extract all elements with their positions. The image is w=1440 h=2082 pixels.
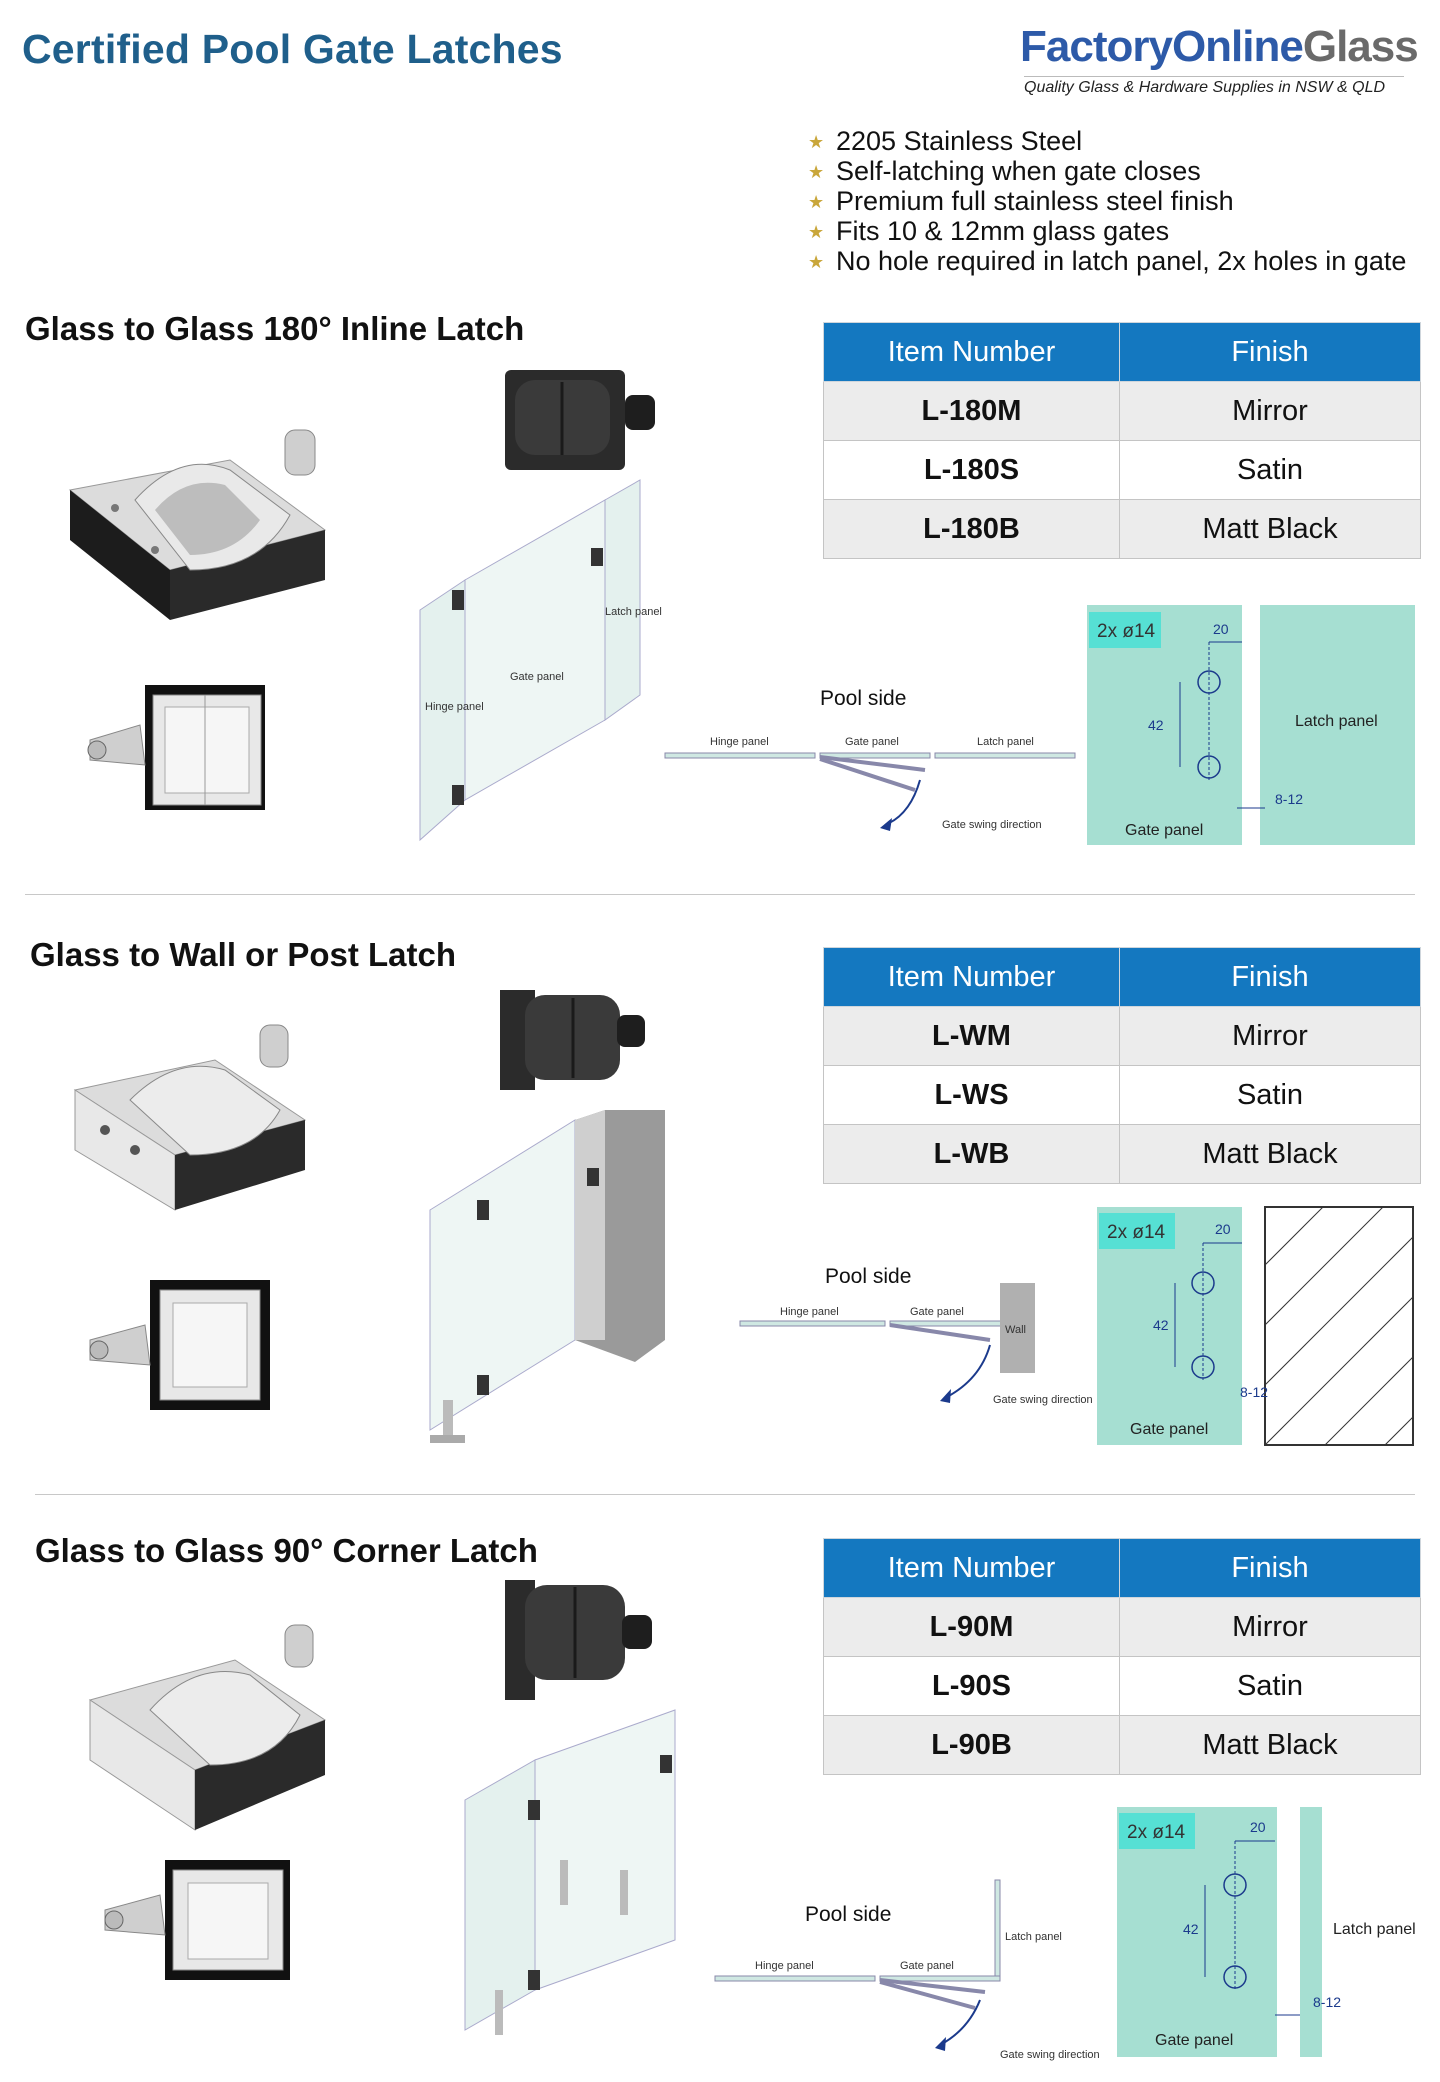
label-latch-panel: Latch panel [605, 606, 662, 618]
feature-item: ★ 2205 Stainless Steel [808, 126, 1083, 156]
tech-drawing-wall [1095, 1205, 1425, 1450]
svg-text:8-12: 8-12 [1240, 1384, 1269, 1400]
spec-table-wall [823, 947, 1421, 1184]
latch-photo-black-wall [495, 980, 655, 1100]
svg-text:Latch panel: Latch panel [1005, 1931, 1062, 1943]
page-title: Certified Pool Gate Latches [22, 26, 563, 72]
table-row: L-90B Matt Black [824, 1716, 1421, 1775]
col-header-item: Item Number [824, 323, 1120, 382]
svg-text:Hinge panel: Hinge panel [710, 736, 769, 748]
svg-text:8-12: 8-12 [1275, 791, 1304, 807]
svg-text:Hinge panel: Hinge panel [755, 1960, 814, 1972]
table-row: L-90S Satin [824, 1657, 1421, 1716]
latch-photo-chrome-wall [65, 1020, 315, 1220]
brand-tagline: Quality Glass & Hardware Supplies in NSW & QLD [1024, 76, 1404, 97]
table-row: L-180M Mirror [824, 382, 1421, 441]
svg-text:Gate panel: Gate panel [1155, 2032, 1234, 2049]
svg-text:Gate panel: Gate panel [845, 736, 899, 748]
svg-text:Gate swing direction: Gate swing direction [1000, 2049, 1100, 2061]
svg-text:8-12: 8-12 [1313, 1994, 1342, 2010]
tech-drawing-corner [1115, 1805, 1425, 2060]
star-icon: ★ [808, 252, 825, 272]
table-row: L-WS Satin [824, 1066, 1421, 1125]
svg-text:Latch panel: Latch panel [1295, 713, 1378, 730]
feature-list [808, 126, 1406, 276]
svg-text:2x ø14: 2x ø14 [1127, 1822, 1186, 1843]
svg-text:2x ø14: 2x ø14 [1097, 621, 1156, 642]
latch-photo-chrome-corner [85, 1620, 335, 1840]
spec-table-corner [823, 1538, 1421, 1775]
svg-text:20: 20 [1215, 1221, 1231, 1237]
svg-text:20: 20 [1250, 1819, 1266, 1835]
svg-text:20: 20 [1213, 621, 1229, 637]
brand-logo [1020, 22, 1418, 72]
brand-name-blue: FactoryOnline [1020, 22, 1303, 71]
table-row: L-WM Mirror [824, 1007, 1421, 1066]
feature-item: ★ Self-latching when gate closes [808, 156, 1201, 186]
section-divider [35, 1494, 1415, 1495]
star-icon: ★ [808, 192, 825, 212]
label-gate-panel: Gate panel [510, 671, 564, 683]
svg-text:Gate swing direction: Gate swing direction [942, 819, 1042, 831]
plan-diagram-inline [660, 675, 1080, 845]
section-divider [25, 894, 1415, 895]
tech-drawing-inline [1085, 600, 1425, 850]
svg-text:42: 42 [1183, 1921, 1199, 1937]
feature-item: ★ Premium full stainless steel finish [808, 186, 1234, 216]
corner-glass-illustration [460, 1700, 685, 2050]
latch-photo-chrome-side [85, 665, 285, 825]
pool-side-label: Pool side [820, 687, 907, 710]
svg-text:Gate panel: Gate panel [1130, 1421, 1209, 1438]
latch-photo-black-corner [500, 1575, 670, 1705]
table-row: L-180B Matt Black [824, 500, 1421, 559]
wall-glass-illustration [425, 1100, 675, 1445]
svg-text:Gate panel: Gate panel [1125, 822, 1204, 839]
col-header-item: Item Number [824, 1539, 1120, 1598]
star-icon: ★ [808, 162, 825, 182]
pool-side-label: Pool side [805, 1903, 892, 1926]
svg-text:Hinge panel: Hinge panel [780, 1306, 839, 1318]
svg-text:Latch panel: Latch panel [1333, 1921, 1416, 1938]
col-header-finish: Finish [1120, 1539, 1421, 1598]
svg-text:Gate panel: Gate panel [910, 1306, 964, 1318]
brand-name-grey: Glass [1302, 22, 1418, 71]
svg-text:Gate panel: Gate panel [900, 1960, 954, 1972]
table-row: L-90M Mirror [824, 1598, 1421, 1657]
spec-table-inline [823, 322, 1421, 559]
plan-diagram-wall [735, 1255, 1093, 1415]
feature-item: ★ Fits 10 & 12mm glass gates [808, 216, 1170, 246]
star-icon: ★ [808, 222, 825, 242]
latch-photo-black [500, 360, 670, 475]
section-title-inline: Glass to Glass 180° Inline Latch [25, 310, 525, 347]
svg-text:Latch panel: Latch panel [977, 736, 1034, 748]
section-title-corner: Glass to Glass 90° Corner Latch [35, 1532, 538, 1569]
svg-text:42: 42 [1153, 1317, 1169, 1333]
section-title-wall: Glass to Wall or Post Latch [30, 936, 457, 973]
pool-side-label: Pool side [825, 1265, 912, 1288]
svg-text:2x ø14: 2x ø14 [1107, 1222, 1166, 1243]
latch-photo-chrome-corner-side [100, 1845, 300, 1995]
svg-text:42: 42 [1148, 717, 1164, 733]
table-row: L-WB Matt Black [824, 1125, 1421, 1184]
inline-glass-illustration [415, 470, 662, 850]
label-hinge-panel: Hinge panel [425, 701, 484, 713]
latch-photo-chrome-main [60, 420, 330, 640]
plan-diagram-corner [710, 1880, 1100, 2065]
svg-text:Gate swing direction: Gate swing direction [993, 1394, 1093, 1406]
col-header-item: Item Number [824, 948, 1120, 1007]
star-icon: ★ [808, 132, 825, 152]
table-row: L-180S Satin [824, 441, 1421, 500]
svg-text:Wall: Wall [1005, 1324, 1026, 1336]
latch-photo-chrome-wall-side [85, 1265, 285, 1425]
feature-item: ★ No hole required in latch panel, 2x holes in gate [808, 246, 1407, 276]
col-header-finish: Finish [1120, 323, 1421, 382]
col-header-finish: Finish [1120, 948, 1421, 1007]
